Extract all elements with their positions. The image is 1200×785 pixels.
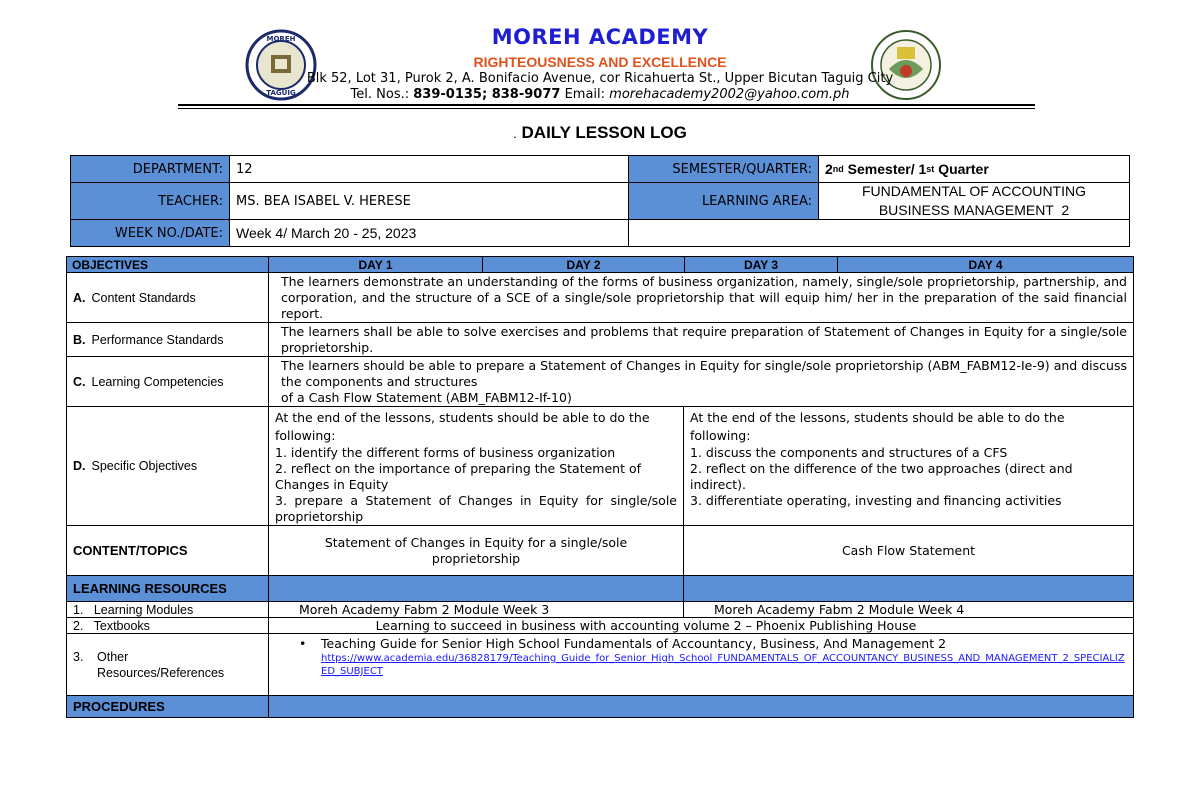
specific-objectives-label: Specific Objectives xyxy=(91,459,198,473)
other-resources-line2: Resources/References xyxy=(97,665,225,680)
title-prefix: . xyxy=(513,126,517,141)
objective-right-2: 2. reflect on the difference of the two approaches (direct and indirect). xyxy=(690,461,1073,492)
objective-right-1: 1. discuss the components and structures of a CFS xyxy=(690,445,1008,460)
row-letter-c: C. xyxy=(73,374,86,389)
quarter-text: Quarter xyxy=(934,161,989,177)
learning-area-line1: FUNDAMENTAL OF ACCOUNTING xyxy=(861,183,1086,199)
learning-competencies-line1: The learners should be able to prepare a Statement of Changes in Equity for single/sole proprietorship (ABM_FABM12-Ie-9) and discuss the components and structures xyxy=(281,357,1127,389)
learning-resources-fill-right xyxy=(683,575,1134,602)
svg-text:TAGUIG: TAGUIG xyxy=(266,89,296,97)
school-name: MOREH ACADEMY xyxy=(491,25,709,49)
objectives-intro-left: At the end of the lessons, students should be able to do the following: xyxy=(275,410,650,443)
performance-standards-label: Performance Standards xyxy=(91,332,224,347)
content-topic-day12: Statement of Changes in Equity for a single/sole proprietorship xyxy=(268,525,684,576)
specific-objectives-day34 xyxy=(683,406,1134,526)
row-label-specific-objectives xyxy=(66,406,269,526)
textbooks-label: 2. Textbooks xyxy=(66,617,269,634)
school-address: Blk 52, Lot 31, Purok 2, A. Bonifacio Avenue, cor Ricahuerta St., Upper Bicutan Taguig City xyxy=(306,71,894,86)
header-day-2: DAY 2 xyxy=(482,256,685,273)
row-letter-b: B. xyxy=(73,332,86,347)
semester-number: 2 xyxy=(825,161,833,177)
teacher-value: MS. BEA ISABEL V. HERESE xyxy=(229,182,629,220)
document-title xyxy=(0,123,1200,143)
procedures-label: PROCEDURES xyxy=(66,695,269,718)
header-day-1: DAY 1 xyxy=(268,256,483,273)
school-motto: RIGHTEOUSNESS AND EXCELLENCE xyxy=(473,54,727,70)
learning-competencies-label: Learning Competencies xyxy=(91,374,224,389)
content-topic-day34: Cash Flow Statement xyxy=(683,525,1134,576)
email-address[interactable]: morehacademy2002@yahoo.com.ph xyxy=(609,87,850,102)
header-objectives: OBJECTIVES xyxy=(66,256,269,273)
objective-left-3: 3. prepare a Statement of Changes in Equity for single/sole proprietorship xyxy=(275,493,677,524)
other-resources-num: 3. xyxy=(73,649,84,664)
learning-modules-day12: Moreh Academy Fabm 2 Module Week 3 xyxy=(268,601,684,618)
header-day-3: DAY 3 xyxy=(684,256,838,273)
row-letter-d: D. xyxy=(73,459,86,473)
lesson-table xyxy=(66,256,1134,718)
title-text: DAILY LESSON LOG xyxy=(521,123,687,142)
row-letter-a: A. xyxy=(73,290,86,305)
other-resources-link[interactable]: https://www.academia.edu/36828179/Teaching_Guide_for_Senior_High_School_FUNDAMENTALS_OF_ACCOUNTANCY_BUSINESS_AND_MANAGEMENT_2_SPECIALIZED_SUBJECT xyxy=(321,653,1125,677)
content-standards-text: The learners demonstrate an understanding of the forms of business organization, namely, single/sole proprietorship, partnership, and corporation, and the structure of a SCE of a single/sole proprietorship that will equip him/ her in the preparation of the said financial report. xyxy=(268,272,1134,323)
content-standards-label: Content Standards xyxy=(91,290,196,305)
email-label: Email: xyxy=(564,87,606,102)
other-resources-line1: Other xyxy=(97,649,129,664)
objective-right-3: 3. differentiate operating, investing and financing activities xyxy=(690,493,1062,508)
procedures-fill xyxy=(268,695,1134,718)
performance-standards-text: The learners shall be able to solve exercises and problems that require preparation of Statement of Changes in Equity for a single/sole proprietorship. xyxy=(268,322,1134,357)
quarter-suffix: st xyxy=(926,164,935,174)
specific-objectives-day12 xyxy=(268,406,684,526)
learning-area-label: LEARNING AREA: xyxy=(628,182,819,220)
learning-area-line2: BUSINESS MANAGEMENT 2 xyxy=(878,202,1070,218)
week-label: WEEK NO./DATE: xyxy=(70,219,230,247)
content-topics-label: CONTENT/TOPICS xyxy=(66,525,269,576)
svg-text:MOREH: MOREH xyxy=(266,35,296,43)
header-divider-thin xyxy=(178,108,1035,109)
semester-label: SEMESTER/QUARTER: xyxy=(628,155,819,183)
header-divider xyxy=(178,104,1035,106)
tel-label: Tel. Nos.: xyxy=(350,87,410,102)
department-value: 12 xyxy=(229,155,629,183)
learning-modules-day34: Moreh Academy Fabm 2 Module Week 4 xyxy=(683,601,1134,618)
other-resources-label xyxy=(66,633,269,696)
header-day-4: DAY 4 xyxy=(837,256,1134,273)
row-label-content-standards xyxy=(66,272,269,323)
other-resources-cell xyxy=(268,633,1134,696)
objective-left-1: 1. identify the different forms of business organization xyxy=(275,445,616,460)
teacher-label: TEACHER: xyxy=(70,182,230,220)
semester-value xyxy=(818,155,1130,183)
school-contact xyxy=(0,87,1200,102)
department-label: DEPARTMENT: xyxy=(70,155,230,183)
textbooks-text: Learning to succeed in business with accounting volume 2 – Phoenix Publishing House xyxy=(268,617,1134,634)
learning-competencies-cell xyxy=(268,356,1134,407)
week-empty-cell xyxy=(628,219,1130,247)
learning-area-value xyxy=(818,182,1130,220)
objective-left-2: 2. reflect on the importance of preparing the Statement of Changes in Equity xyxy=(275,461,642,492)
learning-resources-label: LEARNING RESOURCES xyxy=(66,575,269,602)
semester-suffix: nd xyxy=(832,164,844,174)
learning-modules-label: 1. Learning Modules xyxy=(66,601,269,618)
info-grid xyxy=(70,155,1130,247)
tel-numbers: 839-0135; 838-9077 xyxy=(413,87,561,102)
objectives-intro-right: At the end of the lessons, students should be able to do the following: xyxy=(690,410,1065,443)
semester-mid: Semester/ 1 xyxy=(843,161,927,177)
row-label-learning-competencies xyxy=(66,356,269,407)
bullet-icon: • xyxy=(299,636,307,651)
week-value: Week 4/ March 20 - 25, 2023 xyxy=(229,219,629,247)
learning-resources-fill-left xyxy=(268,575,684,602)
row-label-performance-standards xyxy=(66,322,269,357)
learning-competencies-line2: of a Cash Flow Statement (ABM_FABM12-If-10) xyxy=(281,389,572,405)
other-resources-text: Teaching Guide for Senior High School Fundamentals of Accountancy, Business, And Management 2 xyxy=(321,636,947,651)
